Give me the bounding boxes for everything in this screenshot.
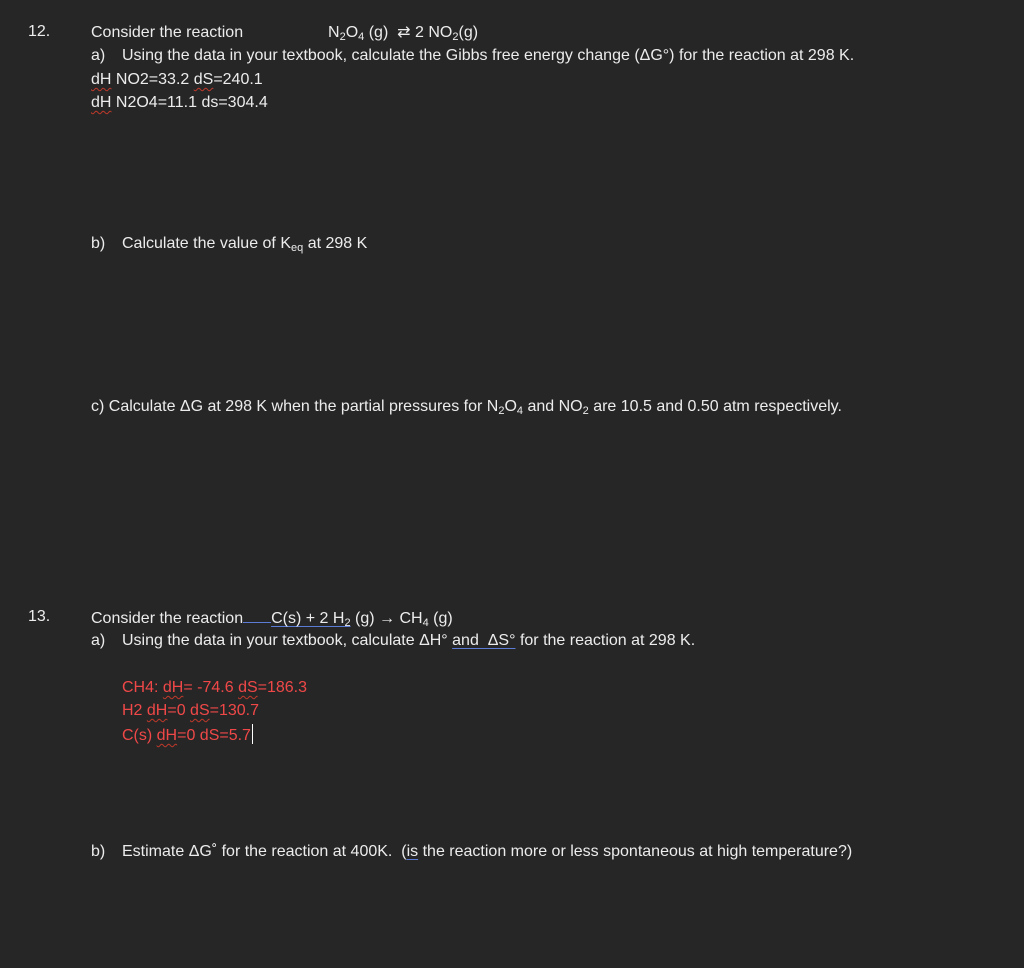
q13-answer-line-ch4[interactable]: CH4: dH= -74.6 dS=186.3 xyxy=(122,679,308,696)
blank-underline xyxy=(243,608,271,623)
q13-part-b-text: Estimate ΔG˚ for the reaction at 400K. (is the reaction more or less spontaneous at high temperature?) xyxy=(122,843,853,860)
equilibrium-arrow-icon: ⇄ xyxy=(397,24,411,41)
q12-intro: Consider the reaction xyxy=(91,24,244,41)
q12-part-b-letter: b) xyxy=(91,235,106,252)
q12-data-line-2[interactable]: dH N2O4=11.1 ds=304.4 xyxy=(91,94,268,111)
text-cursor xyxy=(252,724,253,744)
question-12-number: 12. xyxy=(28,23,51,40)
question-13-number: 13. xyxy=(28,608,51,625)
q12-data-line-1[interactable]: dH NO2=33.2 dS=240.1 xyxy=(91,71,263,88)
q13-part-a-letter: a) xyxy=(91,632,106,649)
q12-part-c-text: c) Calculate ΔG at 298 K when the partial pressures for $N_2O_4$ and $NO_2$ are 10.5 and 0.50 atm respectively. xyxy=(91,398,842,417)
q12-part-a-text: Using the data in your textbook, calculate the Gibbs free energy change (ΔG°) for the reaction at 298 K. xyxy=(122,47,855,64)
q13-part-a-text: Using the data in your textbook, calculate ΔH° and ΔS° for the reaction at 298 K. xyxy=(122,632,696,649)
q13-intro-line: Consider the reaction C(s) + 2 $H_2$ $(g) \to CH_4$ (g) xyxy=(91,610,453,629)
q12-part-b-text: Calculate the value of $K_{eq}$ at 298 K xyxy=(122,235,368,254)
q12-part-a-letter: a) xyxy=(91,47,106,64)
q13-answer-line-h2[interactable]: H2 dH=0 dS=130.7 xyxy=(122,702,260,719)
q13-answer-line-cs[interactable]: C(s) dH=0 dS=5.7 xyxy=(122,724,253,746)
q13-part-b-letter: b) xyxy=(91,843,106,860)
q13-reaction-equation: C(s) + 2 $H_2$ xyxy=(271,610,351,629)
q12-reaction-equation: $N_2O_4$ (g) ⇄ 2 $NO_2(g)$ xyxy=(328,24,479,43)
